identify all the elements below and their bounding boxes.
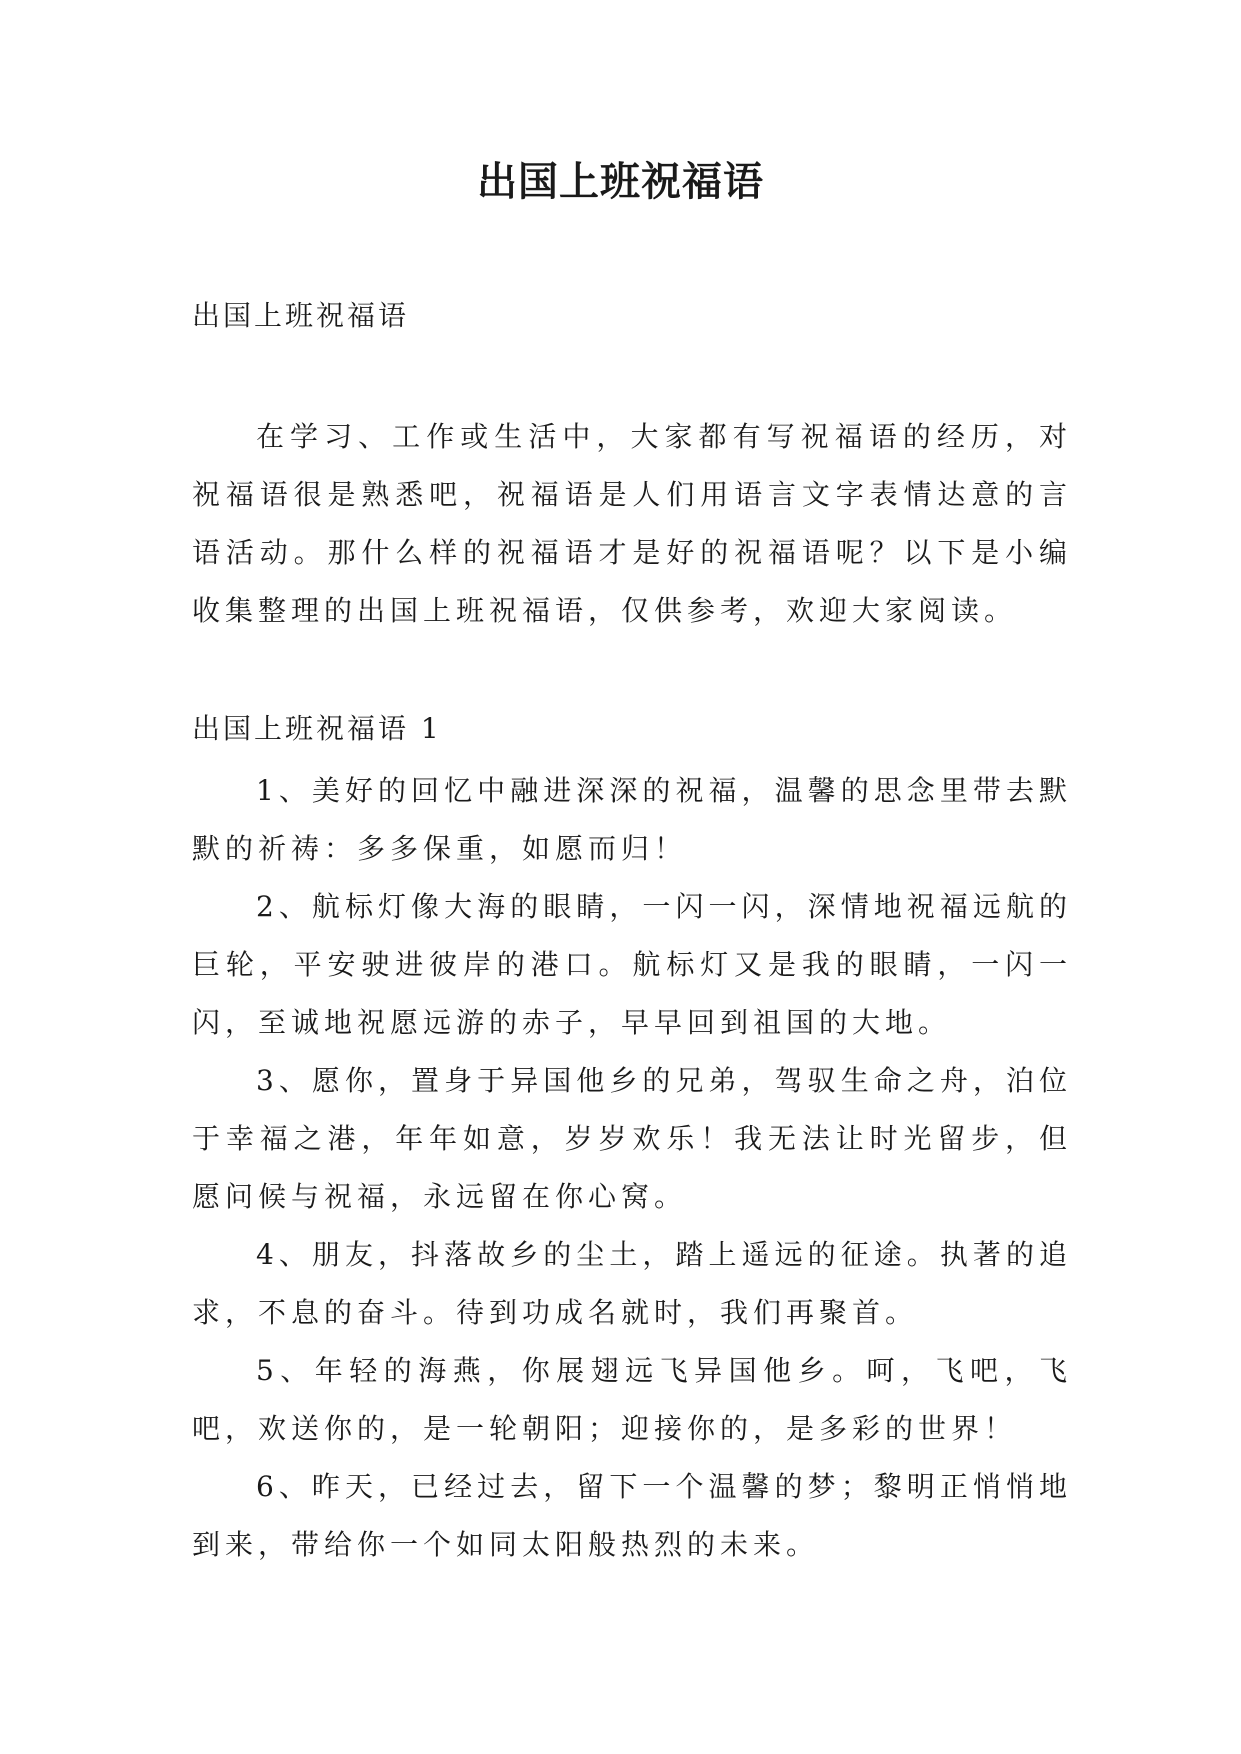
- wish-item: 6、昨天，已经过去，留下一个温馨的梦；黎明正悄悄地到来，带给你一个如同太阳般热烈的未来。: [192, 1470, 1072, 1561]
- wishes-section: [192, 700, 1072, 1574]
- document-subtitle: 出国上班祝福语: [192, 299, 410, 332]
- wish-item: 5、年轻的海燕，你展翅远飞异国他乡。呵，飞吧，飞吧，欢送你的，是一轮朝阳；迎接你的，是多彩的世界！: [192, 1354, 1072, 1445]
- intro-paragraph: 在学习、工作或生活中，大家都有写祝福语的经历，对祝福语很是熟悉吧，祝福语是人们用语言文字表情达意的言语活动。那什么样的祝福语才是好的祝福语呢？以下是小编收集整理的出国上班祝福语，仅供参考，欢迎大家阅读。: [192, 420, 1072, 627]
- wish-item: 3、愿你，置身于异国他乡的兄弟，驾驭生命之舟，泊位于幸福之港，年年如意，岁岁欢乐！我无法让时光留步，但愿问候与祝福，永远留在你心窝。: [192, 1064, 1072, 1213]
- wish-item: 2、航标灯像大海的眼睛，一闪一闪，深情地祝福远航的巨轮，平安驶进彼岸的港口。航标灯又是我的眼睛，一闪一闪，至诚地祝愿远游的赤子，早早回到祖国的大地。: [192, 890, 1072, 1039]
- wish-item: 4、朋友，抖落故乡的尘土，踏上遥远的征途。执著的追求，不息的奋斗。待到功成名就时，我们再聚首。: [192, 1238, 1072, 1329]
- document-title: 出国上班祝福语: [477, 158, 764, 205]
- section-heading: 出国上班祝福语 1: [192, 712, 442, 745]
- wish-item: 1、美好的回忆中融进深深的祝福，温馨的思念里带去默默的祈祷：多多保重，如愿而归！: [192, 774, 1072, 865]
